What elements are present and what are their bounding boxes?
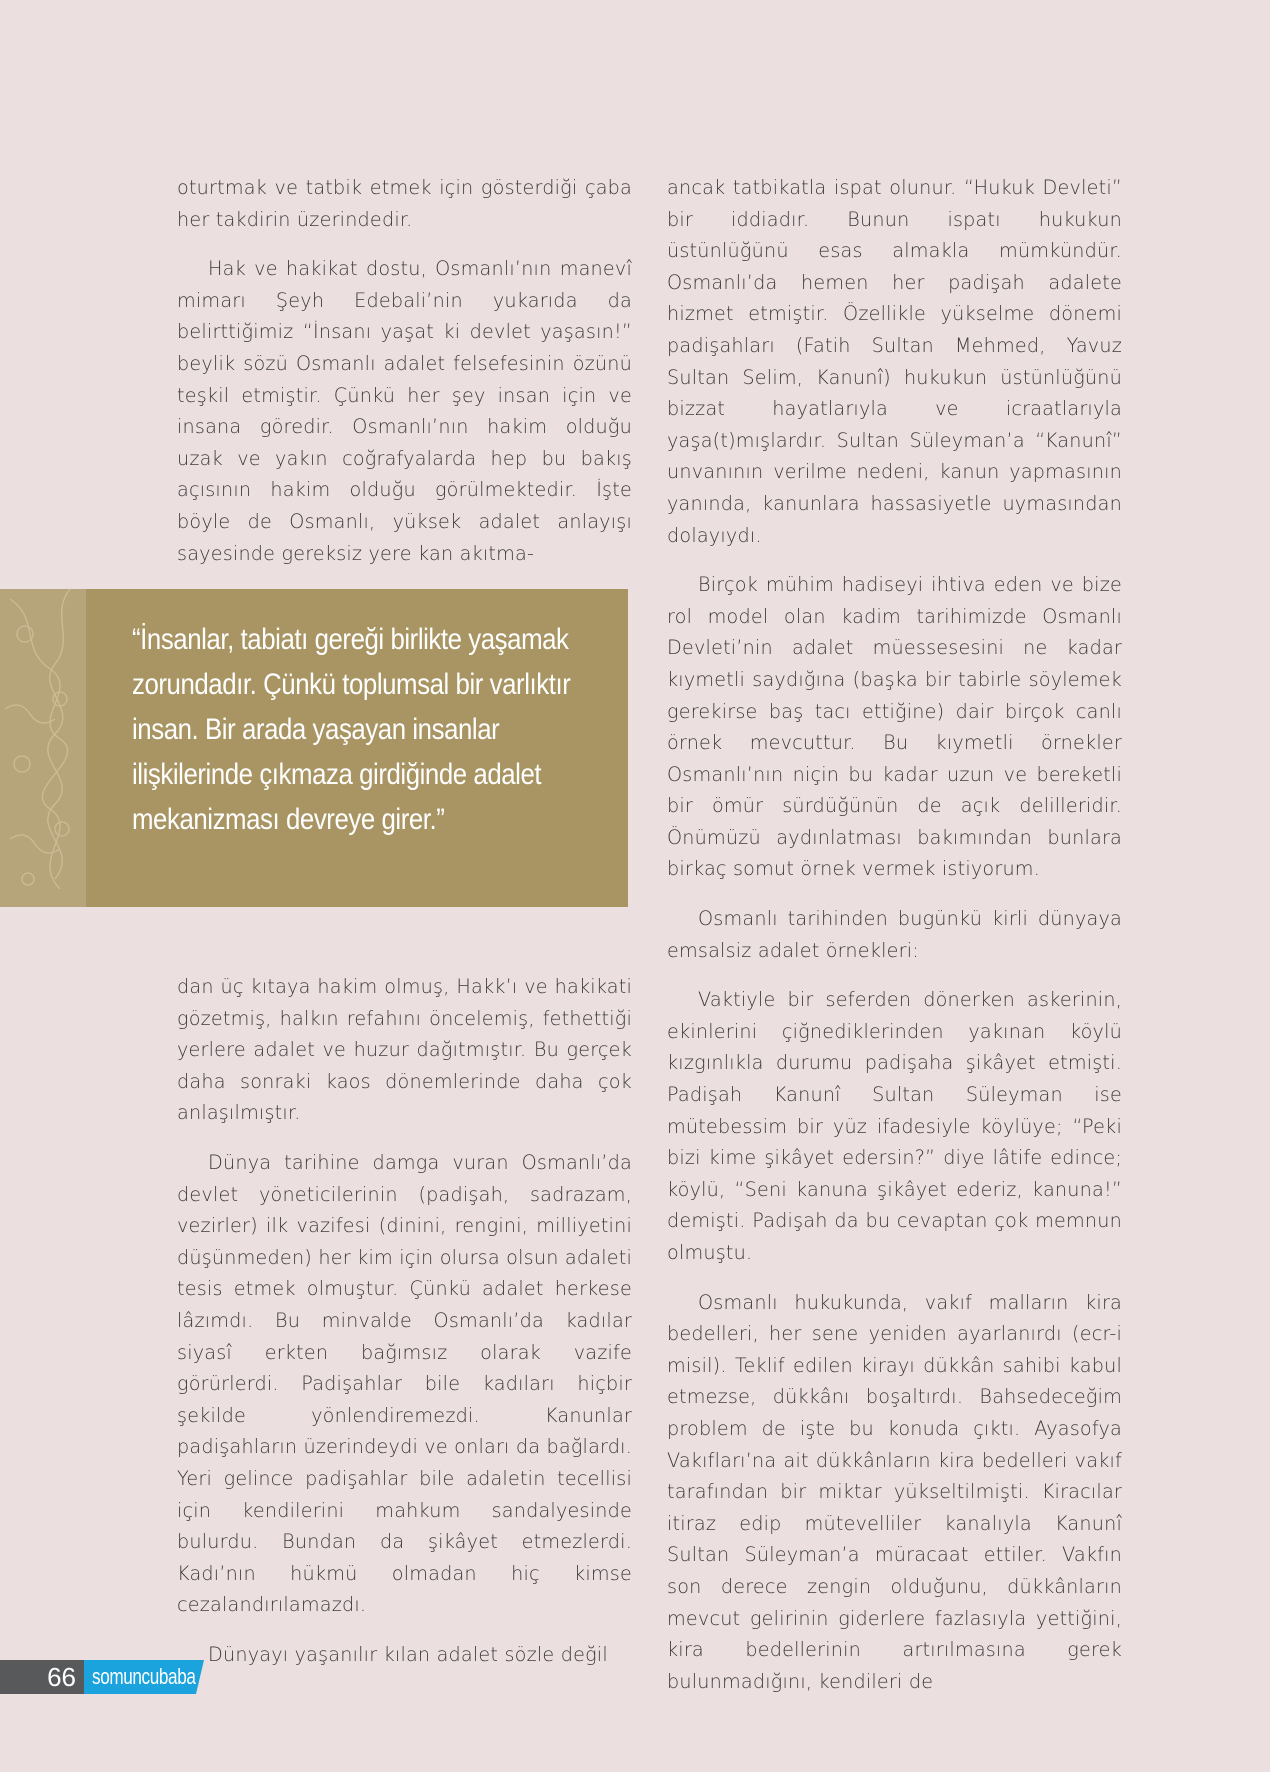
ornament-pattern-icon xyxy=(0,589,86,907)
paragraph: Dünya tarihine damga vuran Osmanlı’da devlet yöneticilerinin (padişah, sadrazam, vezirler) ilk vazifesi (dinini, rengini, milliyetini düşünmeden) her kim için olursa olsun adaleti tesis etmek olmuştur. Çünkü adalet herkese lâzımdı. Bu minvalde Osmanlı’da kadılar siyasî erkten bağımsız olarak vazife görürlerdi. Padişahlar bile kadıları hiçbir şekilde yönlendiremezdi. Kanunlar padişahların üzerindeydi ve onları da bağlardı. Yeri gelince padişahlar bile adaletin tecellisi için kendilerini mahkum sandalyesinde bulurdu. Bundan da şikâyet etmezlerdi. Kadı’nın hükmü olmadan hiç kimse cezalandırılamazdı. xyxy=(177,1150,633,1617)
pull-quote-text: “İnsanlar, tabiatı gereği birlikte yaşamak zorundadır. Çünkü toplumsal bir varlıktır insan. Bir arada yaşayan insanlar ilişkilerinde çıkmaza girdiğinde adalet mekanizması devreye girer.” xyxy=(132,623,571,836)
paragraph: oturtmak ve tatbik etmek için gösterdiği çaba her takdirin üzerindedir. xyxy=(177,176,632,231)
paragraph: Vaktiyle bir seferden dönerken askerinin, ekinlerini çiğnediklerinden yakınan köylü kızgınlıkla durumu padişaha şikâyet etmişti. Padişah Kanunî Sultan Süleyman ise mütebessim bir yüz ifadesiyle köylüye; “Peki bizi kime şikâyet edersin?” diye lâtife edince; köylü, “Seni kanuna şikâyet ederiz, kanuna!” demişti. Padişah da bu cevaptan çok memnun olmuştu. xyxy=(667,988,1122,1264)
brand-logo xyxy=(84,1660,204,1694)
paragraph: Osmanlı tarihinden bugünkü kirli dünyaya emsalsiz adalet örnekleri: xyxy=(667,907,1122,962)
paragraph: Hak ve hakikat dostu, Osmanlı’nın manevî mimarı Şeyh Edebali’nin yukarıda da belirttiğimiz “İnsanı yaşat ki devlet yaşasın!” beylik sözü Osmanlı adalet felsefesinin özünü teşkil etmiştir. Çünkü her şey insan için ve insana göredir. Osmanlı’nın hakim olduğu uzak ve yakın coğrafyalarda hep bu bakış açısının hakim olduğu görülmektedir. İşte böyle de Osmanlı, yüksek adalet anlayışı sayesinde gereksiz yere kan akıtma- xyxy=(177,257,632,565)
page-footer xyxy=(0,1660,210,1694)
paragraph: Osmanlı hukukunda, vakıf malların kira bedelleri, her sene yeniden ayarlanırdı (ecr-i misil). Teklif edilen kirayı dükkân sahibi kabul etmezse, dükkânı boşaltırdı. Bahsedeceğim problem de işte bu konuda çıktı. Ayasofya Vakıfları’na ait dükkânların kira bedelleri vakıf tarafından bir miktar yükseltilmişti. Kiracılar itiraz edip mütevelliler kanalıyla Kanunî Sultan Süleyman’a müracaat ettiler. Vakfın son derece zengin olduğunu, dükkânların mevcut gelirinin giderlere fazlasıyla yettiğini, kira bedellerinin artırılmasına gerek bulunmadığını, kendileri de xyxy=(667,1290,1122,1693)
paragraph: Dünyayı yaşanılır kılan adalet sözle değil xyxy=(208,1642,608,1666)
brand-name: somuncubaba xyxy=(92,1664,196,1689)
right-column xyxy=(667,172,1122,1715)
paragraph: ancak tatbikatla ispat olunur. “Hukuk Devleti” bir iddiadır. Bunun ispatı hukukun üstünlüğünü esas almakla mümkündür. Osmanlı’da hemen her padişah adalete hizmet etmiştir. Özellikle yükselme dönemi padişahları (Fatih Sultan Mehmed, Yavuz Sultan Selim, Kanunî) hukukun üstünlüğünü bizzat hayatlarıyla ve icraatlarıyla yaşa(t)mışlardır. Sultan Süleyman’a “Kanunî” unvanının verilme nedeni, kanun yapmasının yanında, kanunlara hassasiyetle uymasından dolayıydı. xyxy=(667,176,1122,547)
pull-quote-box xyxy=(0,589,628,907)
paragraph: dan üç kıtaya hakim olmuş, Hakk’ı ve hakikati gözetmiş, halkın refahını öncelemiş, fethettiği yerlere adalet ve huzur dağıtmıştır. Bu gerçek daha sonraki kaos dönemlerinde daha çok anlaşılmıştır. xyxy=(177,975,632,1125)
left-column-bottom xyxy=(177,971,632,1688)
page-number: 66 xyxy=(0,1660,84,1694)
left-column-top xyxy=(177,172,632,587)
paragraph: Birçok mühim hadiseyi ihtiva eden ve bize rol model olan kadim tarihimizde Osmanlı Devleti’nin adalet müessesesini ne kadar kıymetli saydığına (başka bir tabirle söylemek gerekirse baş tacı ettiğine) dair birçok canlı örnek mevcuttur. Bu kıymetli örnekler Osmanlı’nın niçin bu kadar uzun ve bereketli bir ömür sürdüğünün de açık delilleridir. Önümüzü aydınlatması bakımından bunlara birkaç somut örnek vermek istiyorum. xyxy=(667,573,1122,881)
